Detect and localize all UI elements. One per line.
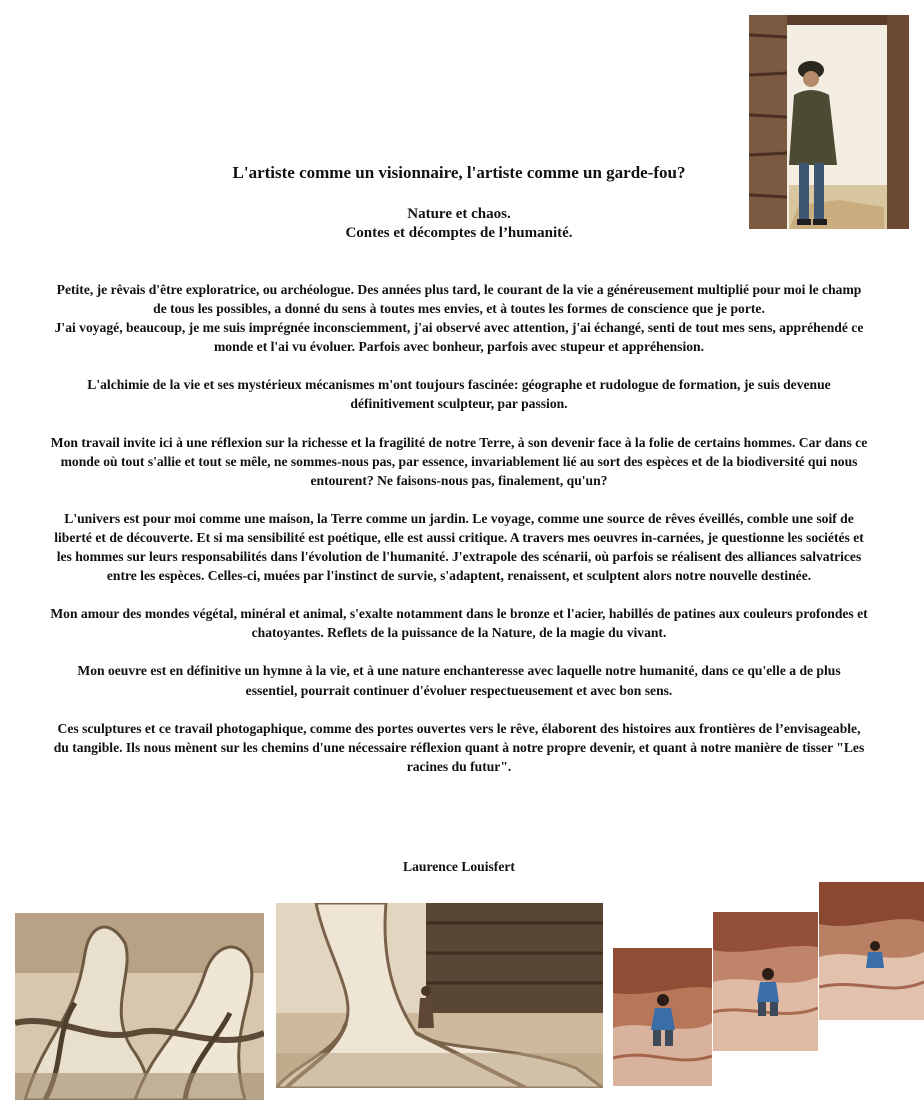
red-rock-photo-1 xyxy=(613,948,712,1086)
artist-signature: Laurence Louisfert xyxy=(403,859,515,874)
subtitle-line: Contes et décomptes de l’humanité. xyxy=(345,225,573,241)
statement-paragraph: Mon amour des mondes végétal, minéral et animal, s'exalte notamment dans le bronze et l'acier, habillés de patines aux couleurs profondes et chatoyantes. Reflets de la puissance de la Nature, de la magie du vivant. xyxy=(50,606,868,641)
subtitle-line: Nature et chaos. xyxy=(407,206,511,222)
statement-paragraph: J'ai voyagé, beaucoup, je me suis imprégnée inconsciemment, j'ai observé avec attention, j'ai échangé, senti de tout mes sens, appréhendé ce monde et l'ai vu évoluer. Parfois avec bonheur, parfois avec stupeur et appréhension. xyxy=(54,320,864,355)
page-title: L'artiste comme un visionnaire, l'artiste comme un garde-fou? xyxy=(232,163,686,182)
statement-paragraph: Ces sculptures et ce travail photogaphique, comme des portes ouvertes vers le rêve, élaborent des histoires aux frontières de l’envisageable, du tangible. Ils nous mènent sur les chemins d'une nécessaire réflexion quant à notre propre devenir, et quant à notre manière de tisser "Les racines du futur". xyxy=(53,720,865,774)
subtitle xyxy=(0,205,918,243)
doorway-portrait-photo xyxy=(749,15,909,229)
statement-paragraph: L'univers est pour moi comme une maison, la Terre comme un jardin. Le voyage, comme une source de rêves éveillés, comble une soif de liberté et de découverte. Et si ma sensibilité est poétique, elle est aussi critique. A travers mes oeuvres in-carnées, je questionne les sociétés et les hommes sur leurs responsabilités dans l'évolution de l'humanité. J'extrapole des scénarii, où parfois se réalisent des alliances salvatrices entre les espèces. Celles-ci, muées par l'instinct de survie, s'adaptent, renaissent, et sculptent alors notre nouvelle destinée. xyxy=(54,510,864,584)
sepia-giant-tree-photo xyxy=(276,903,603,1088)
red-rock-photo-3 xyxy=(819,882,924,1020)
statement-paragraph: Mon oeuvre est en définitive un hymne à la vie, et à une nature enchanteresse avec laquelle notre humanité, dans ce qu'elle a de plus essentiel, pourrait continuer d'évoluer respectueusement et avec bon sens. xyxy=(77,663,841,698)
artist-statement xyxy=(50,280,868,795)
statement-paragraph: Petite, je rêvais d'être exploratrice, ou archéologue. Des années plus tard, le courant de la vie a généreusement multiplié pour moi le champ de tous les possibles, a donné du sens à toutes mes envies, et à toutes les formes de conscience que je porte. xyxy=(56,282,862,317)
statement-paragraph: Mon travail invite ici à une réflexion sur la richesse et la fragilité de notre Terre, à son devenir face à la folie de certains hommes. Car dans ce monde où tout s'allie et tout se mêle, ne sommes-nous pas, par essence, invariablement lié au sort des espèces et de la biodiversité qui nous entourent? Ne faisons-nous pas, finalement, qu'un? xyxy=(50,434,868,488)
red-rock-photo-2 xyxy=(713,912,818,1051)
sepia-roots-photo xyxy=(15,913,264,1100)
statement-paragraph: L'alchimie de la vie et ses mystérieux mécanismes m'ont toujours fascinée: géographe et rudologue de formation, je suis devenue définitivement sculpteur, par passion. xyxy=(87,377,831,412)
